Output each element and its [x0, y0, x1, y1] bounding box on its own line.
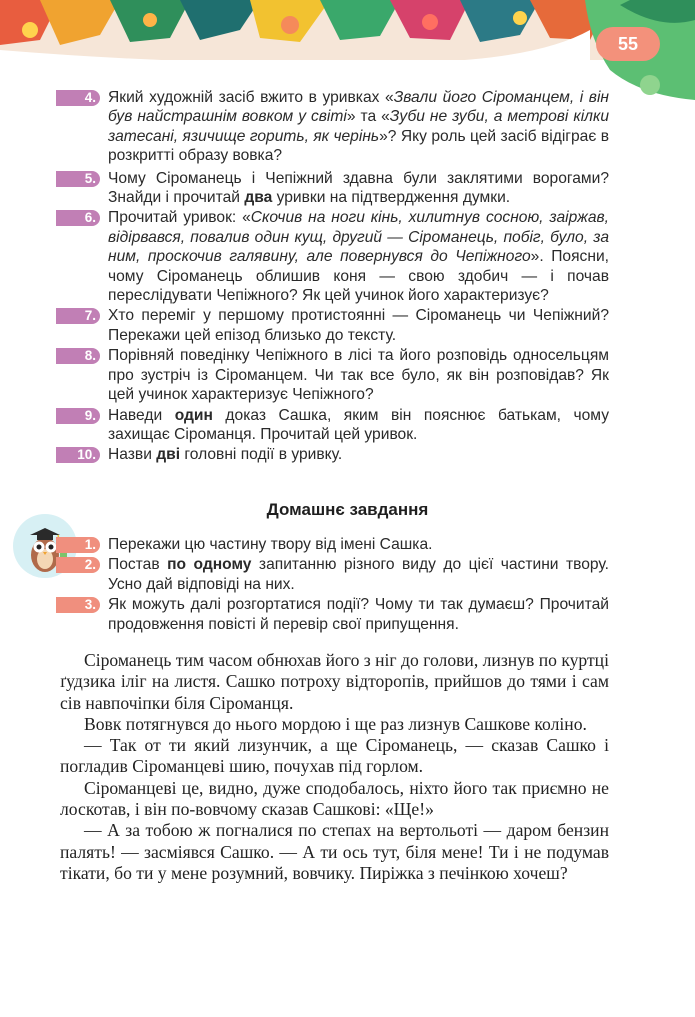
text-run: Прочитай уривок: « — [108, 209, 251, 227]
homework-text — [108, 555, 609, 594]
homework-item — [0, 555, 695, 594]
homework-number-badge: 1. — [56, 537, 100, 553]
text-run: Як можуть далі розгортатися події? Чому ти так думаєш? Прочитай продовження повісті й перевір свої припущення. — [108, 596, 609, 633]
story-paragraph: Вовк потягнувся до нього мордою і ще раз лизнув Сашкове коліно. — [84, 713, 587, 734]
task-text — [108, 346, 609, 404]
task-number-badge: 6. — [56, 210, 100, 226]
task-text — [108, 306, 609, 345]
text-run: »? Яку роль цей засіб відіграє в розкритті образу вовка? — [108, 127, 609, 165]
text-run: Чому Сіроманець і Чепіжний здавна були заклятими ворогами? Знайди і прочитай — [108, 169, 609, 207]
text-run: ». Поясни, чому Сіроманець облишив коня — свою здобич — і почав переслідувати Чепіжного? Як цей учинок його характеризує? — [108, 248, 609, 305]
bold-text: один — [174, 406, 213, 424]
task-number-badge: 8. — [56, 348, 100, 364]
task-list — [0, 88, 695, 466]
task-item — [0, 445, 695, 464]
story-paragraph: — А за тобою ж погналися по степах на вертольоті — даром бензин палять! — засміявся Сашко. — А ти ось тут, біля мене! Ти і не подумав тікати, бо ти у мене розумний, вовчику. Пиріжка з печінкою хочеш? — [60, 820, 609, 883]
text-run: Постав — [108, 556, 168, 574]
task-number-badge: 9. — [56, 408, 100, 424]
story-paragraph: Сіроманець тим часом обнюхав його з ніг до голови, лизнув по куртці ґудзика іліг на листя. Сашко потроху відторопів, прийшов до тями і сам сів навпочіпки біля Сіроманця. — [60, 650, 609, 713]
bold-text: по одному — [167, 556, 252, 574]
text-run: уривки на підтвердження думки. — [272, 189, 511, 207]
task-item — [0, 169, 695, 208]
text-run: Хто переміг у першому протистоянні — Сіроманець чи Чепіжний? Перекажи цей епізод близько до тексту. — [108, 307, 609, 344]
homework-text — [108, 535, 609, 554]
homework-text — [108, 595, 609, 634]
task-text — [108, 406, 609, 445]
homework-item — [0, 535, 695, 554]
text-run: доказ Сашка, яким він пояснює батькам, чому захищає Сіроманця. Прочитай цей уривок. — [108, 406, 609, 443]
homework-item — [0, 595, 695, 634]
task-text — [108, 88, 609, 166]
task-text — [108, 208, 609, 305]
homework-number-badge: 3. — [56, 597, 100, 613]
task-number-badge: 5. — [56, 171, 100, 187]
page-number: 55 — [596, 27, 660, 61]
homework-number-badge: 2. — [56, 557, 100, 573]
task-item — [0, 406, 695, 445]
text-run: » та « — [346, 108, 390, 126]
bold-text: дві — [156, 446, 181, 464]
homework-list — [0, 535, 695, 635]
text-run: Перекажи цю частину твору від імені Сашка. — [108, 536, 433, 553]
task-item — [0, 88, 695, 166]
text-run: Наведи — [108, 406, 175, 424]
task-number-badge: 7. — [56, 308, 100, 324]
bold-text: два — [244, 189, 273, 207]
text-run: запитанню різного виду до цієї частини твору. Усно дай відповіді на них. — [108, 556, 609, 593]
story-excerpt — [60, 650, 609, 884]
task-item — [0, 208, 695, 305]
text-run: Порівняй поведінку Чепіжного в лісі та його розповідь односельцям про зустріч із Сіроманцем. Чи так все було, як він розповідав? Як цей учинок характеризує Чепіжного? — [108, 347, 609, 404]
task-item — [0, 306, 695, 345]
task-number-badge: 4. — [56, 90, 100, 106]
story-paragraph: — Так от ти який лизунчик, а ще Сіроманець, — сказав Сашко і погладив Сіроманцеві шию, почухав під горлом. — [60, 735, 609, 777]
quote-text: Звали його Сіроманцем, і він був найстрашнім вовком у світі — [108, 89, 609, 126]
text-run: Який художній засіб вжито в уривках « — [108, 89, 394, 106]
quote-text: Скочив на ноги кінь, хилитнув сосною, заіржав, відірвався, повалив один кущ, другий — Сіроманець, побіг, було, за ним, проскочив галявину, але повернувся до Чепіжного — [108, 209, 609, 266]
homework-title: Домашнє завдання — [266, 500, 429, 519]
text-run: головні події в уривку. — [180, 446, 343, 464]
quote-text: Зуби не зуби, а метрові кілки затесані, язичище горить, як черінь — [108, 108, 610, 145]
story-paragraph: Сіроманцеві це, видно, дуже сподобалось, ніхто його так приємно не лоскотав, і він по-вовчому сказав Сашкові: «Ще!» — [60, 777, 609, 820]
task-text — [108, 445, 609, 464]
task-item — [0, 346, 695, 404]
header-illustration — [0, 0, 695, 100]
task-number-badge: 10. — [56, 447, 100, 463]
text-run: Назви — [108, 446, 157, 464]
task-text — [108, 169, 609, 208]
